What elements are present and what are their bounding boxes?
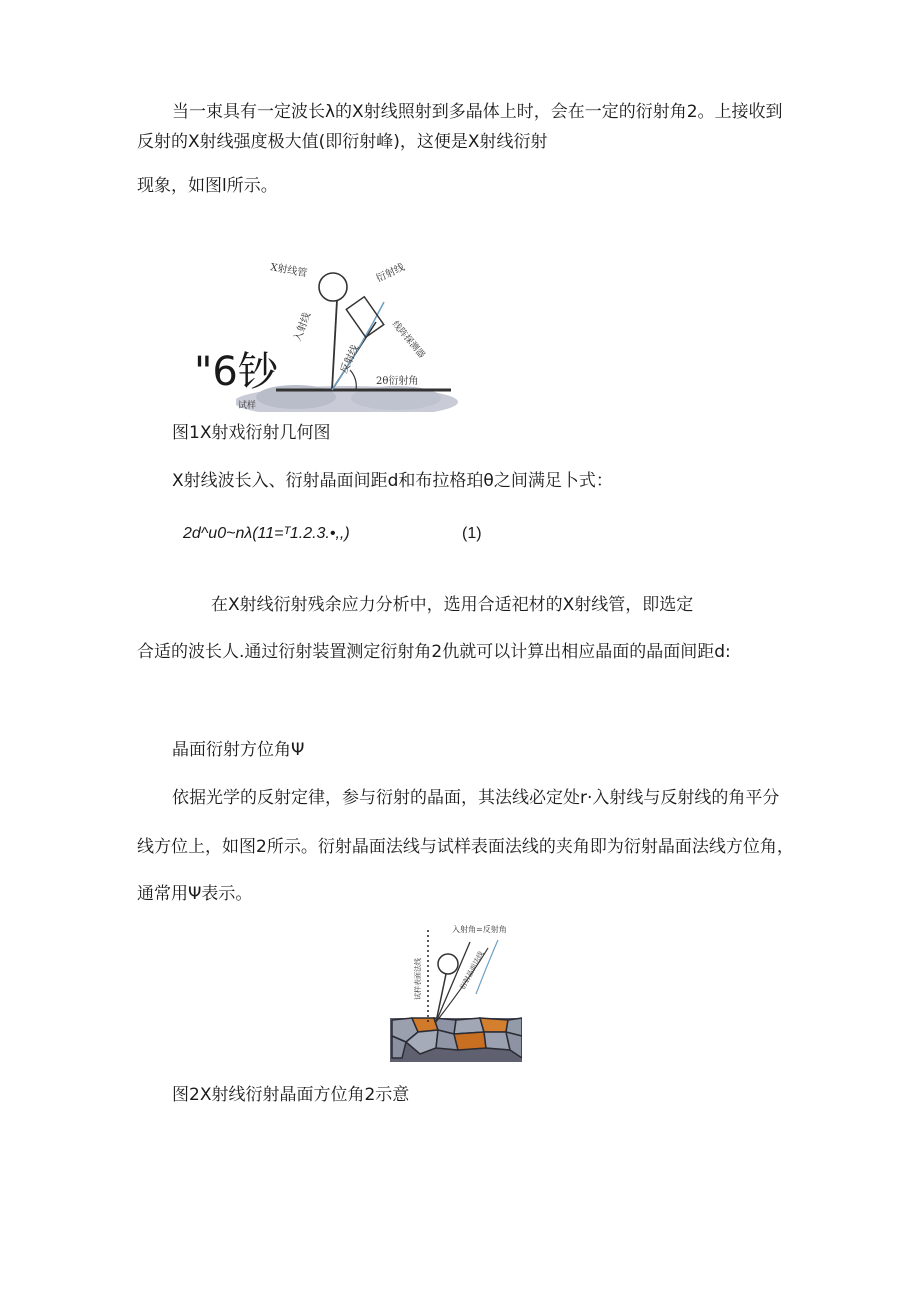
- figure-1-caption: 图1X射戏衍射几何图: [172, 423, 331, 443]
- label-incident: 入射线: [292, 311, 314, 344]
- label-plane-normal: 衍射晶面法线: [458, 950, 486, 991]
- paragraph-3-line-1: 在X射线衍射残余应力分析中，选用合适祀材的X射线管，即选定: [211, 595, 694, 615]
- paragraph-3-line-2: 合适的波长人.通过衍射装置测定衍射角2仇就可以计算出相应晶面的晶面间距d:: [137, 642, 731, 662]
- paragraph-4-line-1: 依据光学的反射定律，参与衍射的晶面，其法线必定处r·入射线与反射线的角平分: [172, 788, 780, 808]
- label-top: 入射角=反射角: [452, 925, 507, 934]
- paragraph-4-line-3: 通常用Ψ表示。: [137, 884, 253, 904]
- equation-1-number: (1): [462, 525, 482, 542]
- xray-tube-icon: [319, 273, 347, 301]
- label-detector: 线阵探测器: [389, 319, 427, 361]
- figure-2-diagram: [390, 918, 522, 1062]
- section-heading: 晶面衍射方位角Ψ: [172, 740, 305, 760]
- figure-2-svg: [390, 918, 522, 1062]
- label-angle: 2θ衍射角: [376, 376, 419, 387]
- label-sample: 试样: [238, 401, 257, 411]
- label-diffracted: 衍射线: [374, 262, 407, 285]
- equation-1: 2d^u0~nλ(11=ᵀ1.2.3.•,,): [183, 525, 350, 542]
- detector-icon: [346, 297, 384, 337]
- paragraph-1-line-2: 反射的X射线强度极大值(即衍射峰)，这便是X射线衍射: [137, 132, 548, 152]
- label-tube: X射线管: [269, 262, 308, 280]
- paragraph-1-line-1: 当一束具有一定波长λ的X射线照射到多晶体上时，会在一定的衍射角2。上接收到: [172, 102, 783, 122]
- diffracted-ray: [476, 940, 498, 994]
- label-normal: 试样表面法线: [414, 958, 422, 1000]
- label-reflected: 反射线: [338, 343, 362, 376]
- figure-2-caption: 图2X射线衍射晶面方位角2示意: [172, 1085, 410, 1105]
- paragraph-1-line-3: 现象，如图l所示。: [137, 176, 278, 196]
- xray-tube-icon: [438, 954, 458, 974]
- paragraph-2: X射线波长入、衍射晶面间距d和布拉格珀θ之间满足卜式：: [172, 471, 613, 491]
- figure-1-overlay-text: "6钞: [194, 349, 278, 395]
- incident-ray: [332, 300, 337, 390]
- paragraph-4-line-2: 线方位上，如图2所示。衍射晶面法线与试样表面法线的夹角即为衍射晶面法线方位角，: [137, 837, 794, 857]
